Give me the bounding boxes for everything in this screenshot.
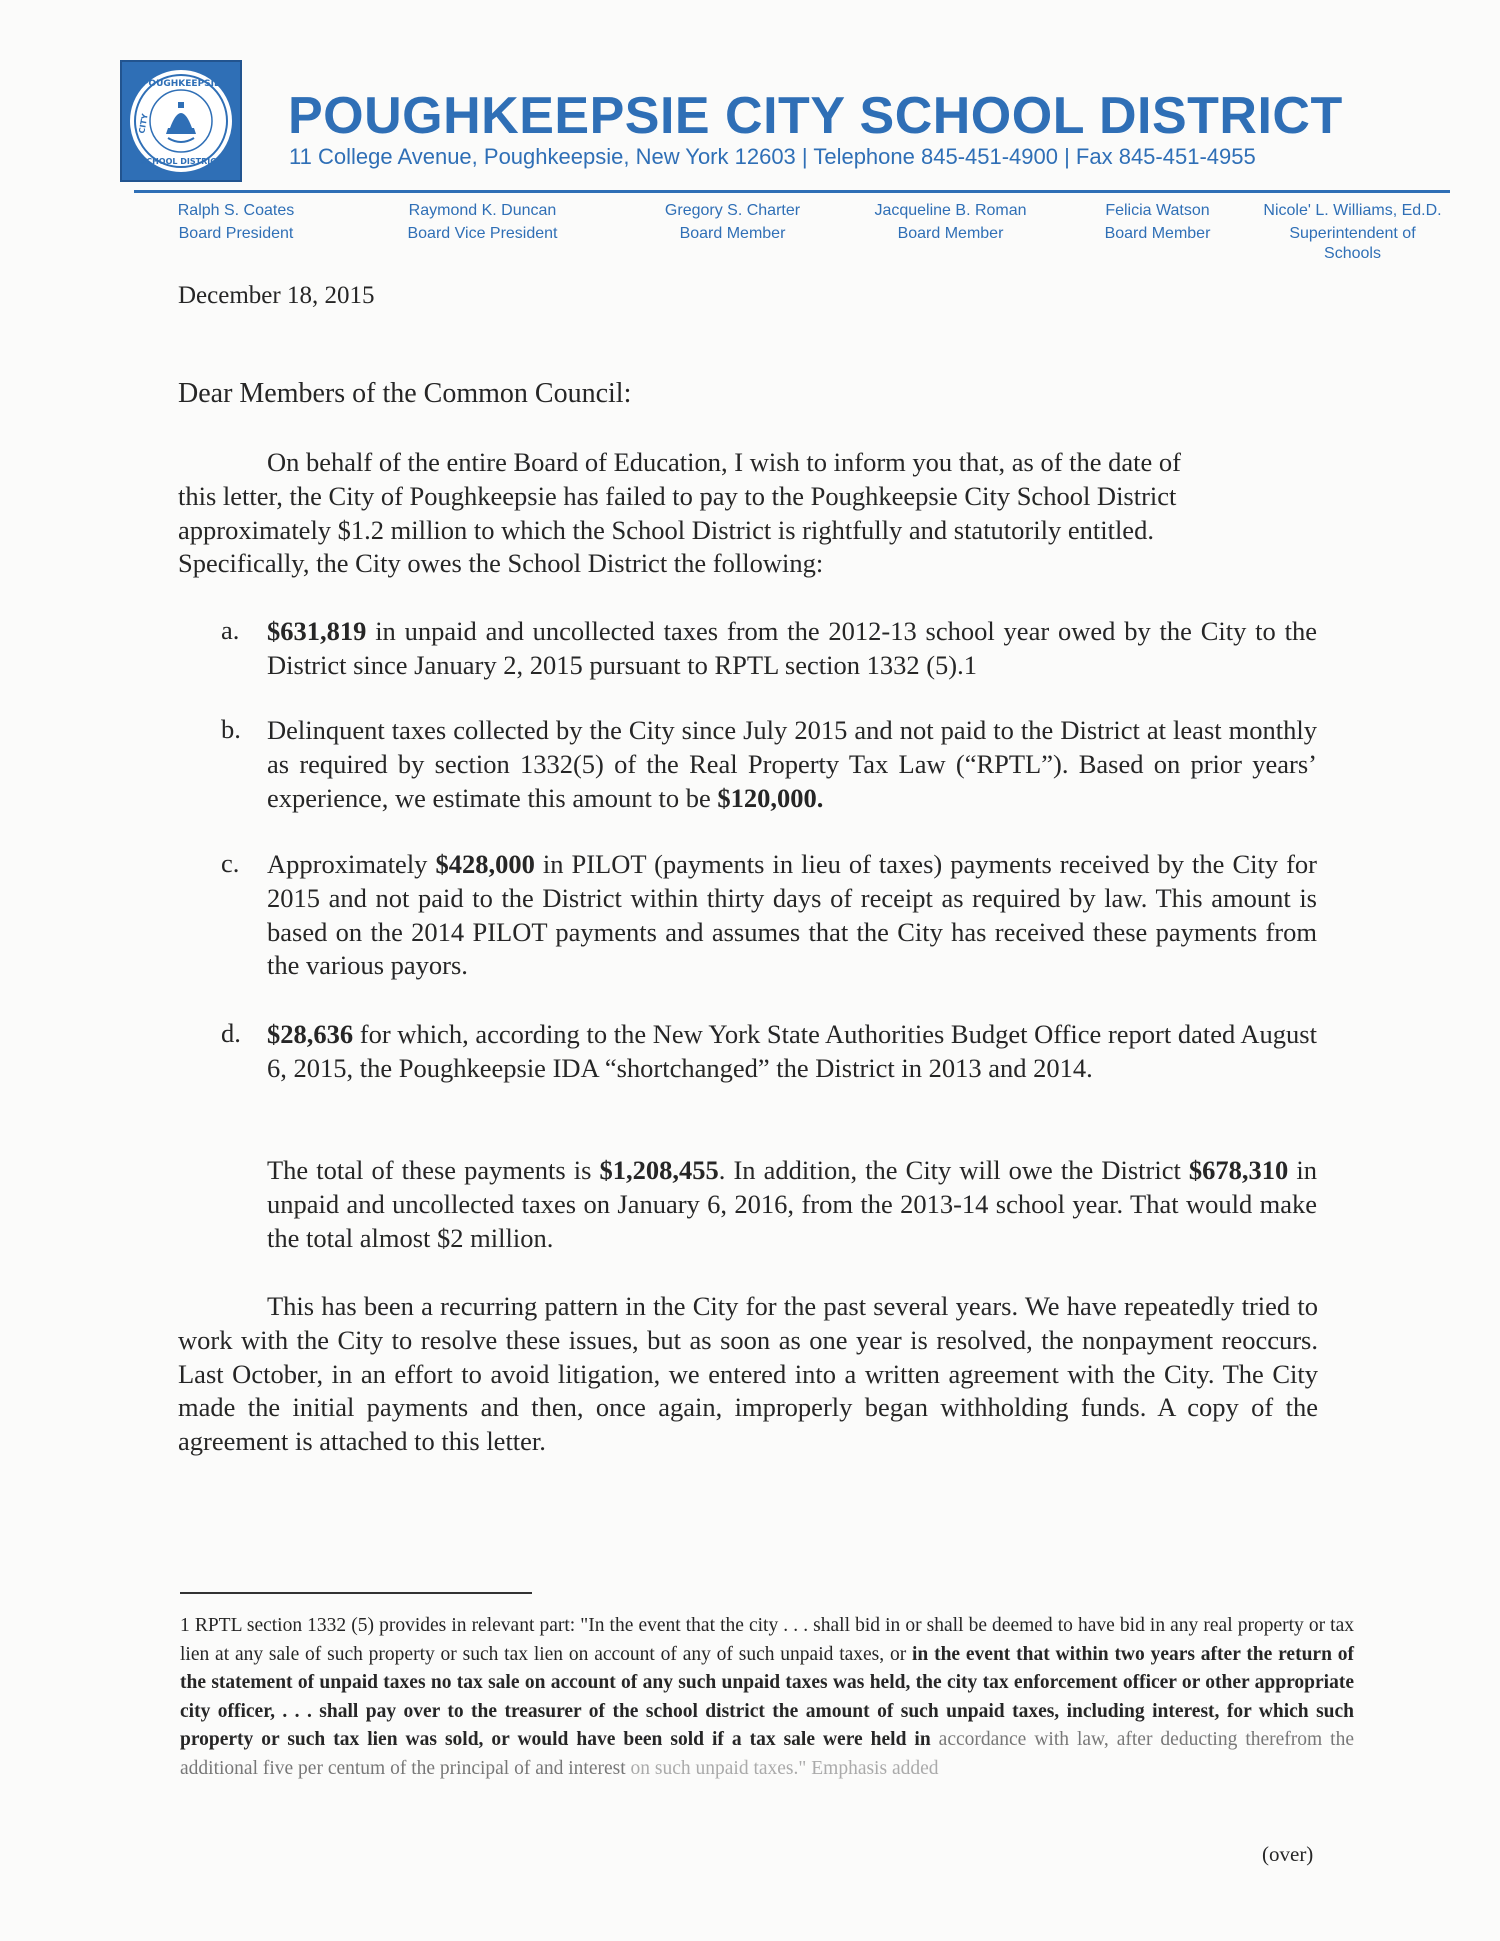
board-member-role: Superintendent of Schools [1289,225,1416,262]
seal-left-text: CITY [137,112,150,135]
item-label: a. [221,615,240,645]
footnote-text: accordance with law, after deducting therefrom the additional five per centum of the principal of and interest [180,1729,1354,1779]
board-member-role: Board Vice President [407,225,558,242]
footnote-text: on such unpaid taxes." Emphasis added [625,1757,939,1779]
intro-line: approximately $1.2 million to which the School District is rightfully and statutorily entitled. [178,514,1154,545]
total-text: . In addition, the City will owe the District [718,1155,1189,1185]
salutation: Dear Members of the Common Council: [178,378,632,409]
item-a [267,615,1317,683]
header-rule [134,190,1450,193]
closing-paragraph: This has been a recurring pattern in the City for the past several years. We have repeatedly tried to work with the City to resolve these issues, but as soon as one year is resolved, the nonpayment reoccurs. Last October, in an effort to avoid litigation, we entered into a written agreement with the City. The City made the initial payments and then, once again, improperly began withholding funds. A copy of the agreement is attached to this letter. [178,1291,1318,1457]
seal-top-text: POUGHKEEPSIE [141,79,221,89]
board-member [848,198,1053,244]
item-d [267,1018,1317,1086]
board-member-role: Board Member [679,225,786,242]
board-member [375,198,590,244]
item-text: in PILOT (payments in lieu of taxes) payments received by the City for 2015 and not paid to the District within thirty days of receipt as required by law. This amount is based on the 2014 PILOT payments and assumes that the City has received these payments from the various payors. [267,849,1318,981]
letter-date: December 18, 2015 [178,282,375,309]
footnote-text: 1 RPTL section 1332 (5) provides in relevant part: "In the event that the city . . . shall bid in or shall be deemed to have bid in any real property or tax lien at any sale of such property or such tax lien on account of any of such unpaid taxes, or [180,1615,1354,1665]
item-text: Delinquent taxes collected by the City since July 2015 and not paid to the District at least monthly as required by section 1332(5) of the Real Property Tax Law (“RPTL”). Based on prior years’ experience, we estimate this amount to be [267,715,1317,813]
item-label: d. [221,1018,241,1048]
board-member [630,198,835,244]
board-member-name: Jacqueline B. Roman [874,202,1027,219]
board-member-name: Felicia Watson [1105,202,1210,219]
board-member-role: Board Member [1104,225,1211,242]
total-text: in unpaid and uncollected taxes on January 6, 2016, from the 2013-14 school year. That would make the total almost $2 million. [267,1155,1317,1253]
footnote-emphasis: in the event that within two years after the return of the statement of unpaid taxes no tax sale on account of any such unpaid taxes was held, the city tax enforcement officer or other appropriate city officer, . . . shall pay over to the treasurer of the school district the amount of such unpaid taxes, including interest, for which such property or such tax lien was sold, or would have been sold if a tax sale were held in [180,1643,1354,1750]
page-marker: (over) [1262,1842,1314,1866]
footnote [180,1612,1354,1783]
future-amount: $678,310 [1188,1155,1289,1185]
intro-line: On behalf of the entire Board of Education, I wish to inform you that, as of the date of [267,447,1181,477]
item-c [267,848,1317,983]
item-amount: $428,000 [435,849,535,879]
item-b [267,714,1317,815]
seal-bottom-text: SCHOOL DISTRICT [140,157,222,166]
item-amount: $631,819 [267,616,367,646]
board-member-name: Nicole' L. Williams, Ed.D. [1263,202,1442,219]
board-member-role: Board President [178,225,294,242]
item-text: Approximately [267,849,436,879]
total-paragraph [267,1154,1317,1255]
board-member [150,198,322,244]
item-amount: $120,000. [717,782,824,813]
total-text: The total of these payments is [267,1155,600,1185]
intro-paragraph [178,446,1318,581]
district-seal-logo [120,60,242,182]
intro-line: this letter, the City of Poughkeepsie has failed to pay to the Poughkeepsie City School District [178,480,1177,511]
item-label: c. [221,848,240,878]
footnote-rule [180,1592,532,1594]
item-text: for which, according to the New York State Authorities Budget Office report dated August 6, 2015, the Poughkeepsie IDA “shortchanged” the District in 2013 and 2014. [267,1019,1317,1083]
total-amount: $1,208,455 [599,1155,719,1185]
district-name: POUGHKEEPSIE CITY SCHOOL DISTRICT [288,87,1343,145]
item-label: b. [221,714,241,744]
board-member [1255,198,1450,264]
board-member-role: Board Member [897,225,1004,242]
item-text: in unpaid and uncollected taxes from the 2012-13 school year owed by the City to the District since January 2, 2015 pursuant to RPTL section 1332 (5).1 [267,616,1317,680]
intro-line: Specifically, the City owes the School District the following: [178,548,824,579]
board-member-name: Ralph S. Coates [177,202,295,219]
board-member [1075,198,1240,244]
item-amount: $28,636 [267,1019,354,1049]
board-member-name: Raymond K. Duncan [408,202,557,219]
district-address: 11 College Avenue, Poughkeepsie, New York 12603 | Telephone 845-451-4900 | Fax 845-451-4955 [289,144,1256,169]
seal-icon [122,62,240,180]
board-member-name: Gregory S. Charter [664,202,801,219]
